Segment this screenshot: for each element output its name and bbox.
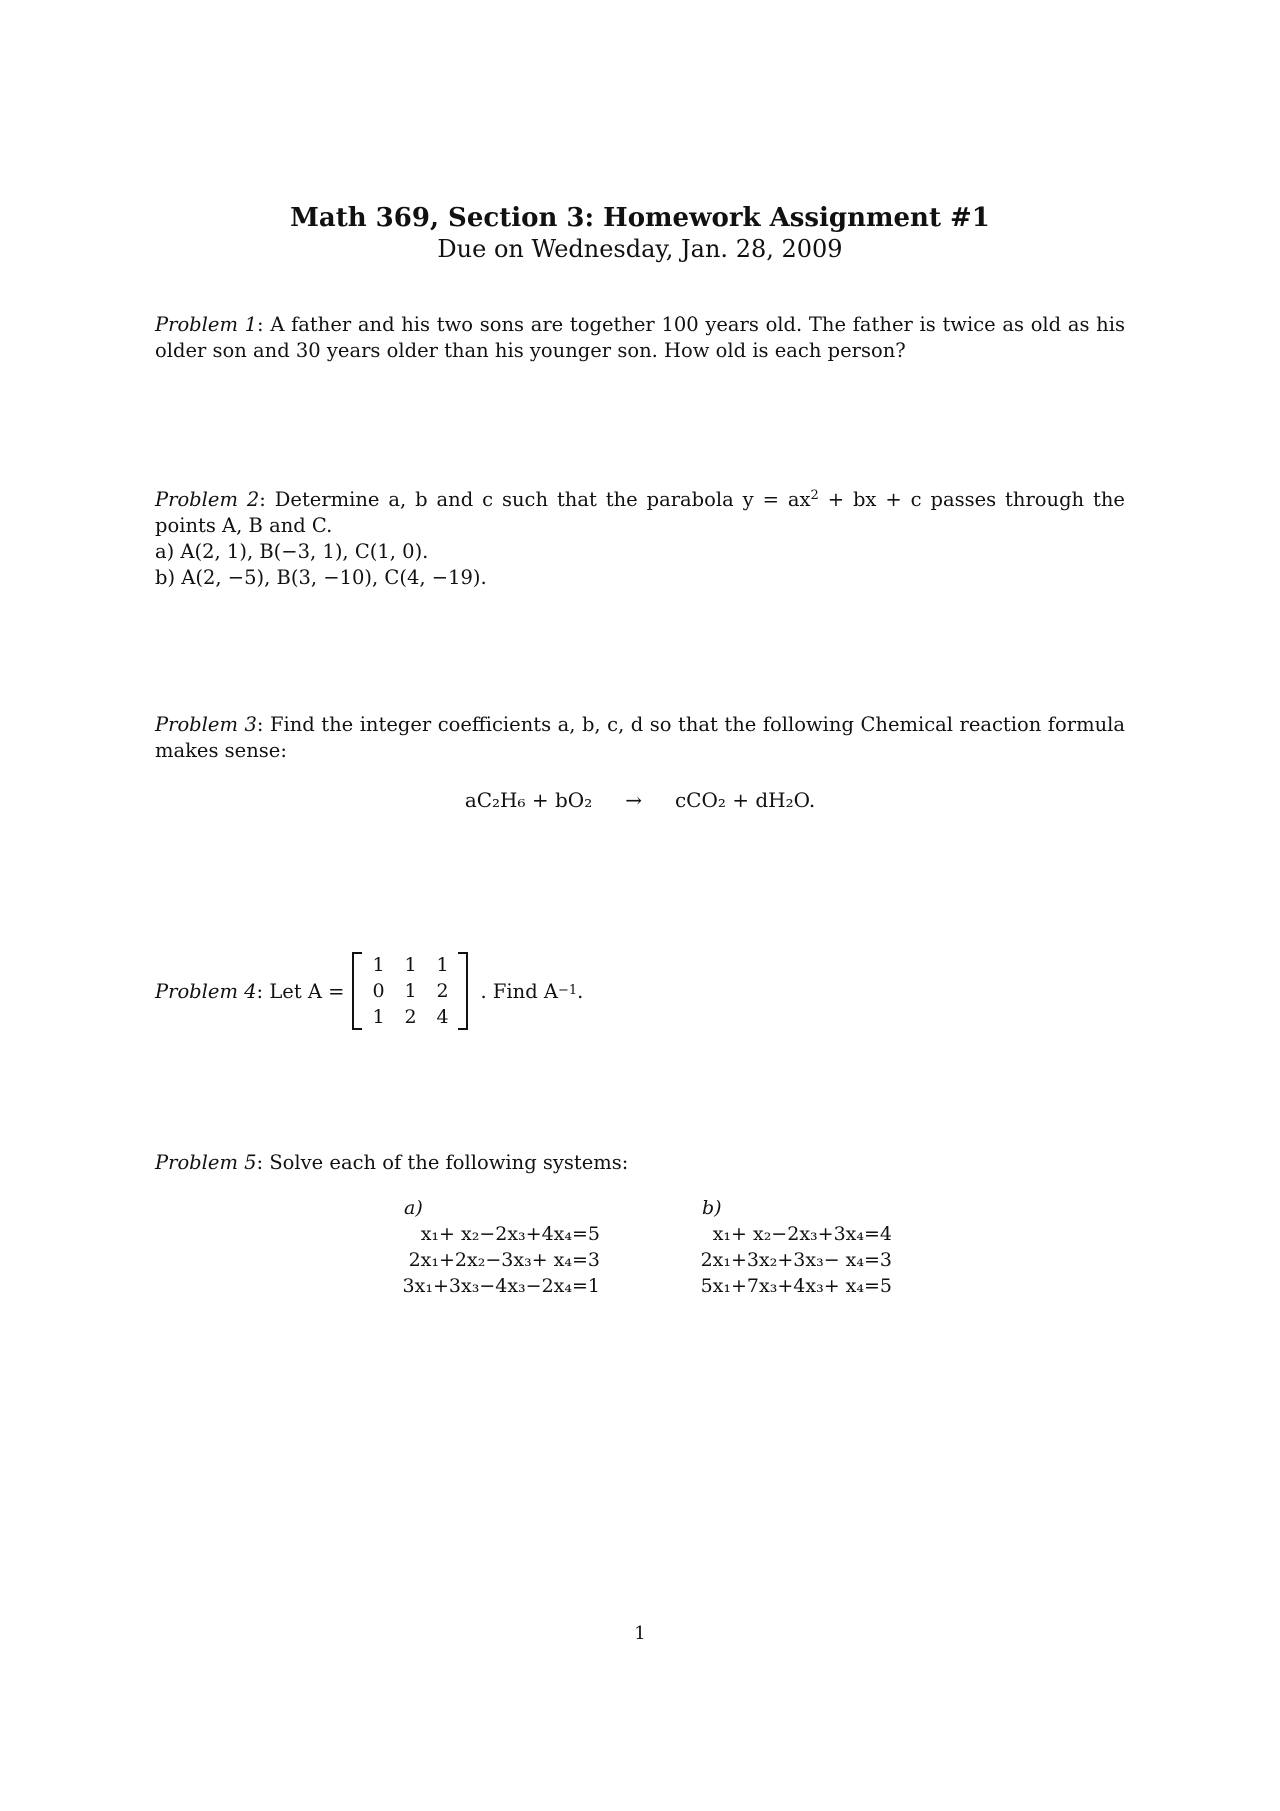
matrix-A [352,952,468,1030]
page-number: 1 [634,1623,646,1644]
system-b [672,1195,892,1299]
system-a [380,1195,600,1299]
matrix-cell: 0 [372,980,385,1002]
problem-3-label: Problem 3 [155,713,257,736]
equation: 5x₁+7x₃+4x₃+ x₄=5 [700,1275,892,1297]
problem-5: Problem 5: Solve each of the following systems: [155,1151,629,1174]
problem-1-label: Problem 1 [155,313,258,336]
problem-2-label: Problem 2 [155,488,260,511]
system-b-label: b) [702,1197,722,1219]
problem-2-part-b: b) A(2, −5), B(3, −10), C(4, −19). [155,566,487,589]
problem-4-text-before: Let A = [269,979,345,1003]
matrix-cell: 1 [404,980,417,1002]
problem-2-part-a: a) A(2, 1), B(−3, 1), C(1, 0). [155,540,429,563]
page-title: Math 369, Section 3: Homework Assignment #1 [290,203,990,233]
problem-4: Problem 4 : Let A = 1 1 1 0 1 2 1 2 4 . Find A −1 . [155,954,584,1028]
due-date: Due on Wednesday, Jan. 28, 2009 [437,235,843,263]
problem-1: Problem 1: A father and his two sons are together 100 years old. The father is twice as old as his older son and 30 years older than his younger son. How old is each person? [155,313,1125,362]
problem-4-label: Problem 4 [155,979,257,1003]
matrix-cell: 1 [436,954,449,976]
matrix-cell: 1 [372,954,385,976]
equation: 3x₁+3x₃−4x₃−2x₄=1 [402,1275,600,1297]
problem-3: Problem 3: Find the integer coefficients a, b, c, d so that the following Chemical reaction formula makes sense: [155,713,1125,762]
matrix-cell: 1 [372,1006,385,1028]
equation: x₁+ x₂−2x₃+4x₄=5 [420,1223,600,1245]
problem-2: Problem 2: Determine a, b and c such that the parabola $y = ax^2$ + bx + c passes through the points A, B and C. a) A(2, 1), B(−3, 1), C(1, 0). b) A(2, −5), B(3, −10), C(4, −19). [155,488,1125,589]
matrix-cell: 2 [404,1006,417,1028]
system-a-label: a) [404,1197,423,1219]
problem-2-text-before: Determine a, b and c such that the parabola y = ax [274,488,811,511]
problem-5-text: Solve each of the following systems: [269,1151,629,1174]
matrix-cell: 4 [436,1006,449,1028]
problem-3-text: Find the integer coefficients a, b, c, d so that the following Chemical reaction formula makes sense: [155,713,1125,762]
equation: 2x₁+2x₂−3x₃+ x₄=3 [408,1249,600,1271]
matrix-cell: 1 [404,954,417,976]
problem-2-text-after: + bx + c passes through the points A, B and C. [155,488,1125,537]
matrix-cell: 2 [436,980,449,1002]
problem-1-text: A father and his two sons are together 100 years old. The father is twice as old as his older son and 30 years older than his younger son. How old is each person? [155,313,1125,362]
equation: 2x₁+3x₂+3x₃− x₄=3 [700,1249,892,1271]
formula-left: aC₂H₆ + bO₂ [464,788,593,812]
problem-5-label: Problem 5 [155,1151,257,1174]
formula-right: cCO₂ + dH₂O. [674,788,816,812]
chemical-equation [0,788,1280,812]
reaction-arrow: → [625,788,642,812]
problem-4-text-after: . Find A [480,979,558,1003]
equation: x₁+ x₂−2x₃+3x₄=4 [712,1223,892,1245]
